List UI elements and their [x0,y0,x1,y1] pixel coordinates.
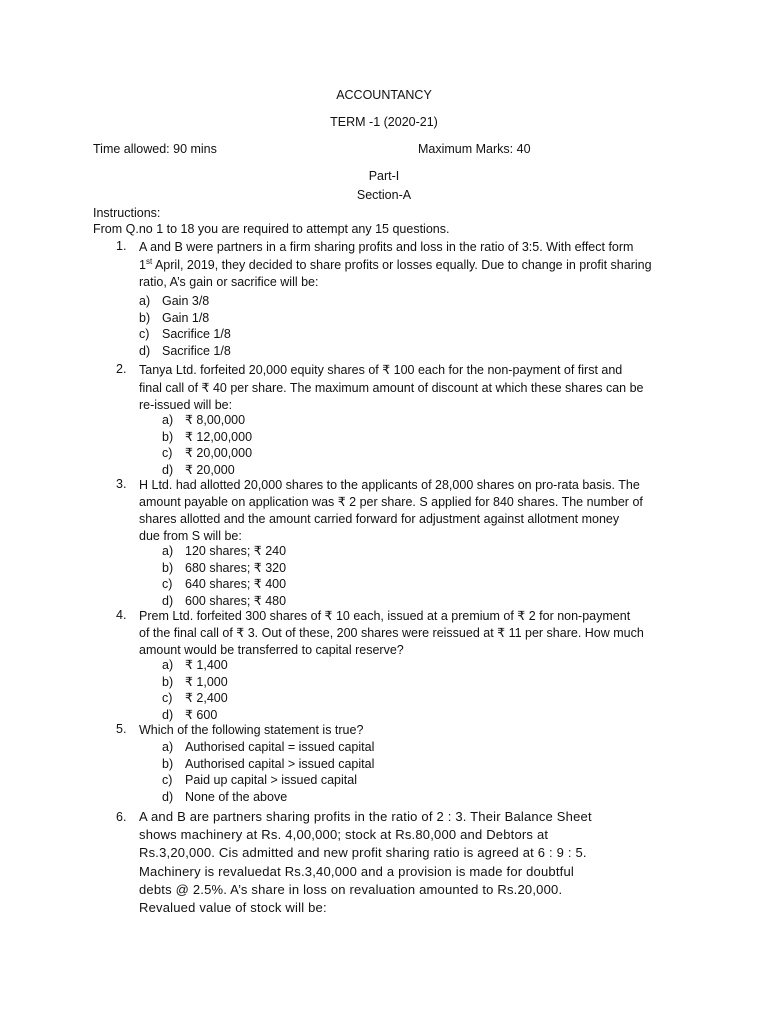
question-line: amount would be transferred to capital reserve? [139,643,404,657]
option-text: ₹ 2,400 [185,691,228,706]
question-line: Rs.3,20,000. Cis admitted and new profit sharing ratio is agreed at 6 : 9 : 5. [139,845,587,861]
option-label: b) [162,429,174,444]
option-text: ₹ 1,000 [185,674,228,689]
option-a[interactable] [139,293,439,310]
option-label: a) [162,413,174,427]
option-label: d) [162,593,174,608]
option-c[interactable] [162,690,462,707]
question-text [139,239,679,292]
option-text: ₹ 1,400 [185,658,228,672]
option-text: Authorised capital = issued capital [185,740,375,754]
option-a[interactable] [162,657,462,674]
question-line: re-issued will be: [139,398,233,412]
ordinal-day: 1 [139,257,146,272]
option-label: c) [162,691,173,706]
option-label: c) [162,773,173,788]
option-a[interactable] [162,543,462,560]
options-list [162,412,462,478]
question-line: A and B were partners in a firm sharing profits and loss in the ratio of 3:5. With effect form [139,240,634,254]
options-list [162,543,462,609]
question-line: Prem Ltd. forfeited 300 shares of ₹ 10 each, issued at a premium of ₹ 2 for non-payment [139,609,631,623]
question-number: 5. [116,722,127,736]
options-list [162,657,462,723]
option-d[interactable] [162,789,462,806]
question-line: final call of ₹ 40 per share. The maximum amount of discount at which these shares can be [139,380,644,395]
exam-title: ACCOUNTANCY [336,88,432,102]
question-line-rest: April, 2019, they decided to share profits or losses equally. Due to change in profit sharing [152,257,652,272]
option-text: 600 shares; ₹ 480 [185,593,287,608]
question-text [139,722,679,740]
question-text [139,608,679,659]
option-c[interactable] [162,772,462,789]
option-label: a) [162,544,174,558]
option-b[interactable] [139,310,439,327]
question-line: of the final call of ₹ 3. Out of these, 200 shares were reissued at ₹ 11 per share. How much [139,626,644,640]
option-c[interactable] [162,576,462,593]
option-label: a) [162,658,174,672]
option-label: d) [162,462,174,477]
option-c[interactable] [162,445,462,462]
question-line: shares allotted and the amount carried forward for adjustment against allotment money [139,512,620,526]
option-b[interactable] [162,756,462,773]
option-d[interactable] [162,707,462,724]
question-line: Tanya Ltd. forfeited 20,000 equity shares of ₹ 100 each for the non-payment of first and [139,363,623,377]
question-line: Revalued value of stock will be: [139,900,327,916]
option-label: c) [162,577,173,592]
option-label: c) [162,446,173,461]
option-label: b) [162,756,174,771]
question-text [139,477,679,545]
option-text: 120 shares; ₹ 240 [185,544,287,558]
option-text: ₹ 8,00,000 [185,413,246,427]
question-line: amount payable on application was ₹ 2 per share. S applied for 840 shares. The number of [139,495,643,509]
option-b[interactable] [162,674,462,691]
option-label: d) [162,707,174,722]
option-c[interactable] [139,326,439,343]
option-text: ₹ 12,00,000 [185,429,253,444]
option-d[interactable] [139,343,439,360]
section-heading: Section-A [356,188,412,202]
option-text: ₹ 20,000 [185,462,235,477]
option-label: a) [162,740,174,754]
part-heading: Part-I [368,169,400,183]
ordinal-suffix: st [145,256,153,266]
time-allowed: Time allowed: 90 mins [93,142,217,156]
instructions-heading: Instructions: [93,206,161,220]
question-text [139,808,613,917]
instructions-text: From Q.no 1 to 18 you are required to attempt any 15 questions. [93,222,450,236]
option-a[interactable] [162,412,462,429]
question-line: H Ltd. had allotted 20,000 shares to the applicants of 28,000 shares on pro-rata basis. The [139,478,640,492]
option-text: Gain 3/8 [162,294,210,308]
question-number: 4. [116,608,127,622]
question-text [139,362,679,415]
question-line: Which of the following statement is true? [139,723,364,737]
option-label: c) [139,327,150,342]
question-number: 6. [116,810,127,824]
option-text: Paid up capital > issued capital [185,773,357,788]
option-label: d) [139,343,151,358]
question-line: shows machinery at Rs. 4,00,000; stock at Rs.80,000 and Debtors at [139,827,549,843]
option-text: Sacrifice 1/8 [162,327,231,342]
question-line: Machinery is revaluedat Rs.3,40,000 and a provision is made for doubtful [139,863,574,879]
option-text: Sacrifice 1/8 [162,343,231,358]
option-b[interactable] [162,560,462,577]
option-text: ₹ 600 [185,707,218,722]
option-d[interactable] [162,593,462,610]
option-text: Gain 1/8 [162,310,210,325]
option-text: 680 shares; ₹ 320 [185,560,287,575]
question-number: 1. [116,239,127,253]
option-a[interactable] [162,739,462,756]
option-text: Authorised capital > issued capital [185,756,375,771]
option-b[interactable] [162,429,462,446]
option-text: ₹ 20,00,000 [185,446,253,461]
question-line [139,257,679,275]
option-text: 640 shares; ₹ 400 [185,577,287,592]
options-list [139,293,439,359]
question-line: debts @ 2.5%. A’s share in loss on revaluation amounted to Rs.20,000. [139,881,563,897]
options-list [162,739,462,805]
option-label: d) [162,789,174,804]
question-number: 3. [116,477,127,491]
option-label: b) [162,560,174,575]
question-line: ratio, A’s gain or sacrifice will be: [139,275,319,289]
maximum-marks: Maximum Marks: 40 [418,142,531,156]
question-number: 2. [116,362,127,376]
question-line: due from S will be: [139,529,242,543]
option-label: b) [162,674,174,689]
option-label: b) [139,310,151,325]
exam-term: TERM -1 (2020-21) [330,115,438,129]
option-text: None of the above [185,789,288,804]
option-label: a) [139,294,151,308]
question-line: A and B are partners sharing profits in the ratio of 2 : 3. Their Balance Sheet [139,809,592,824]
option-d[interactable] [162,462,462,479]
